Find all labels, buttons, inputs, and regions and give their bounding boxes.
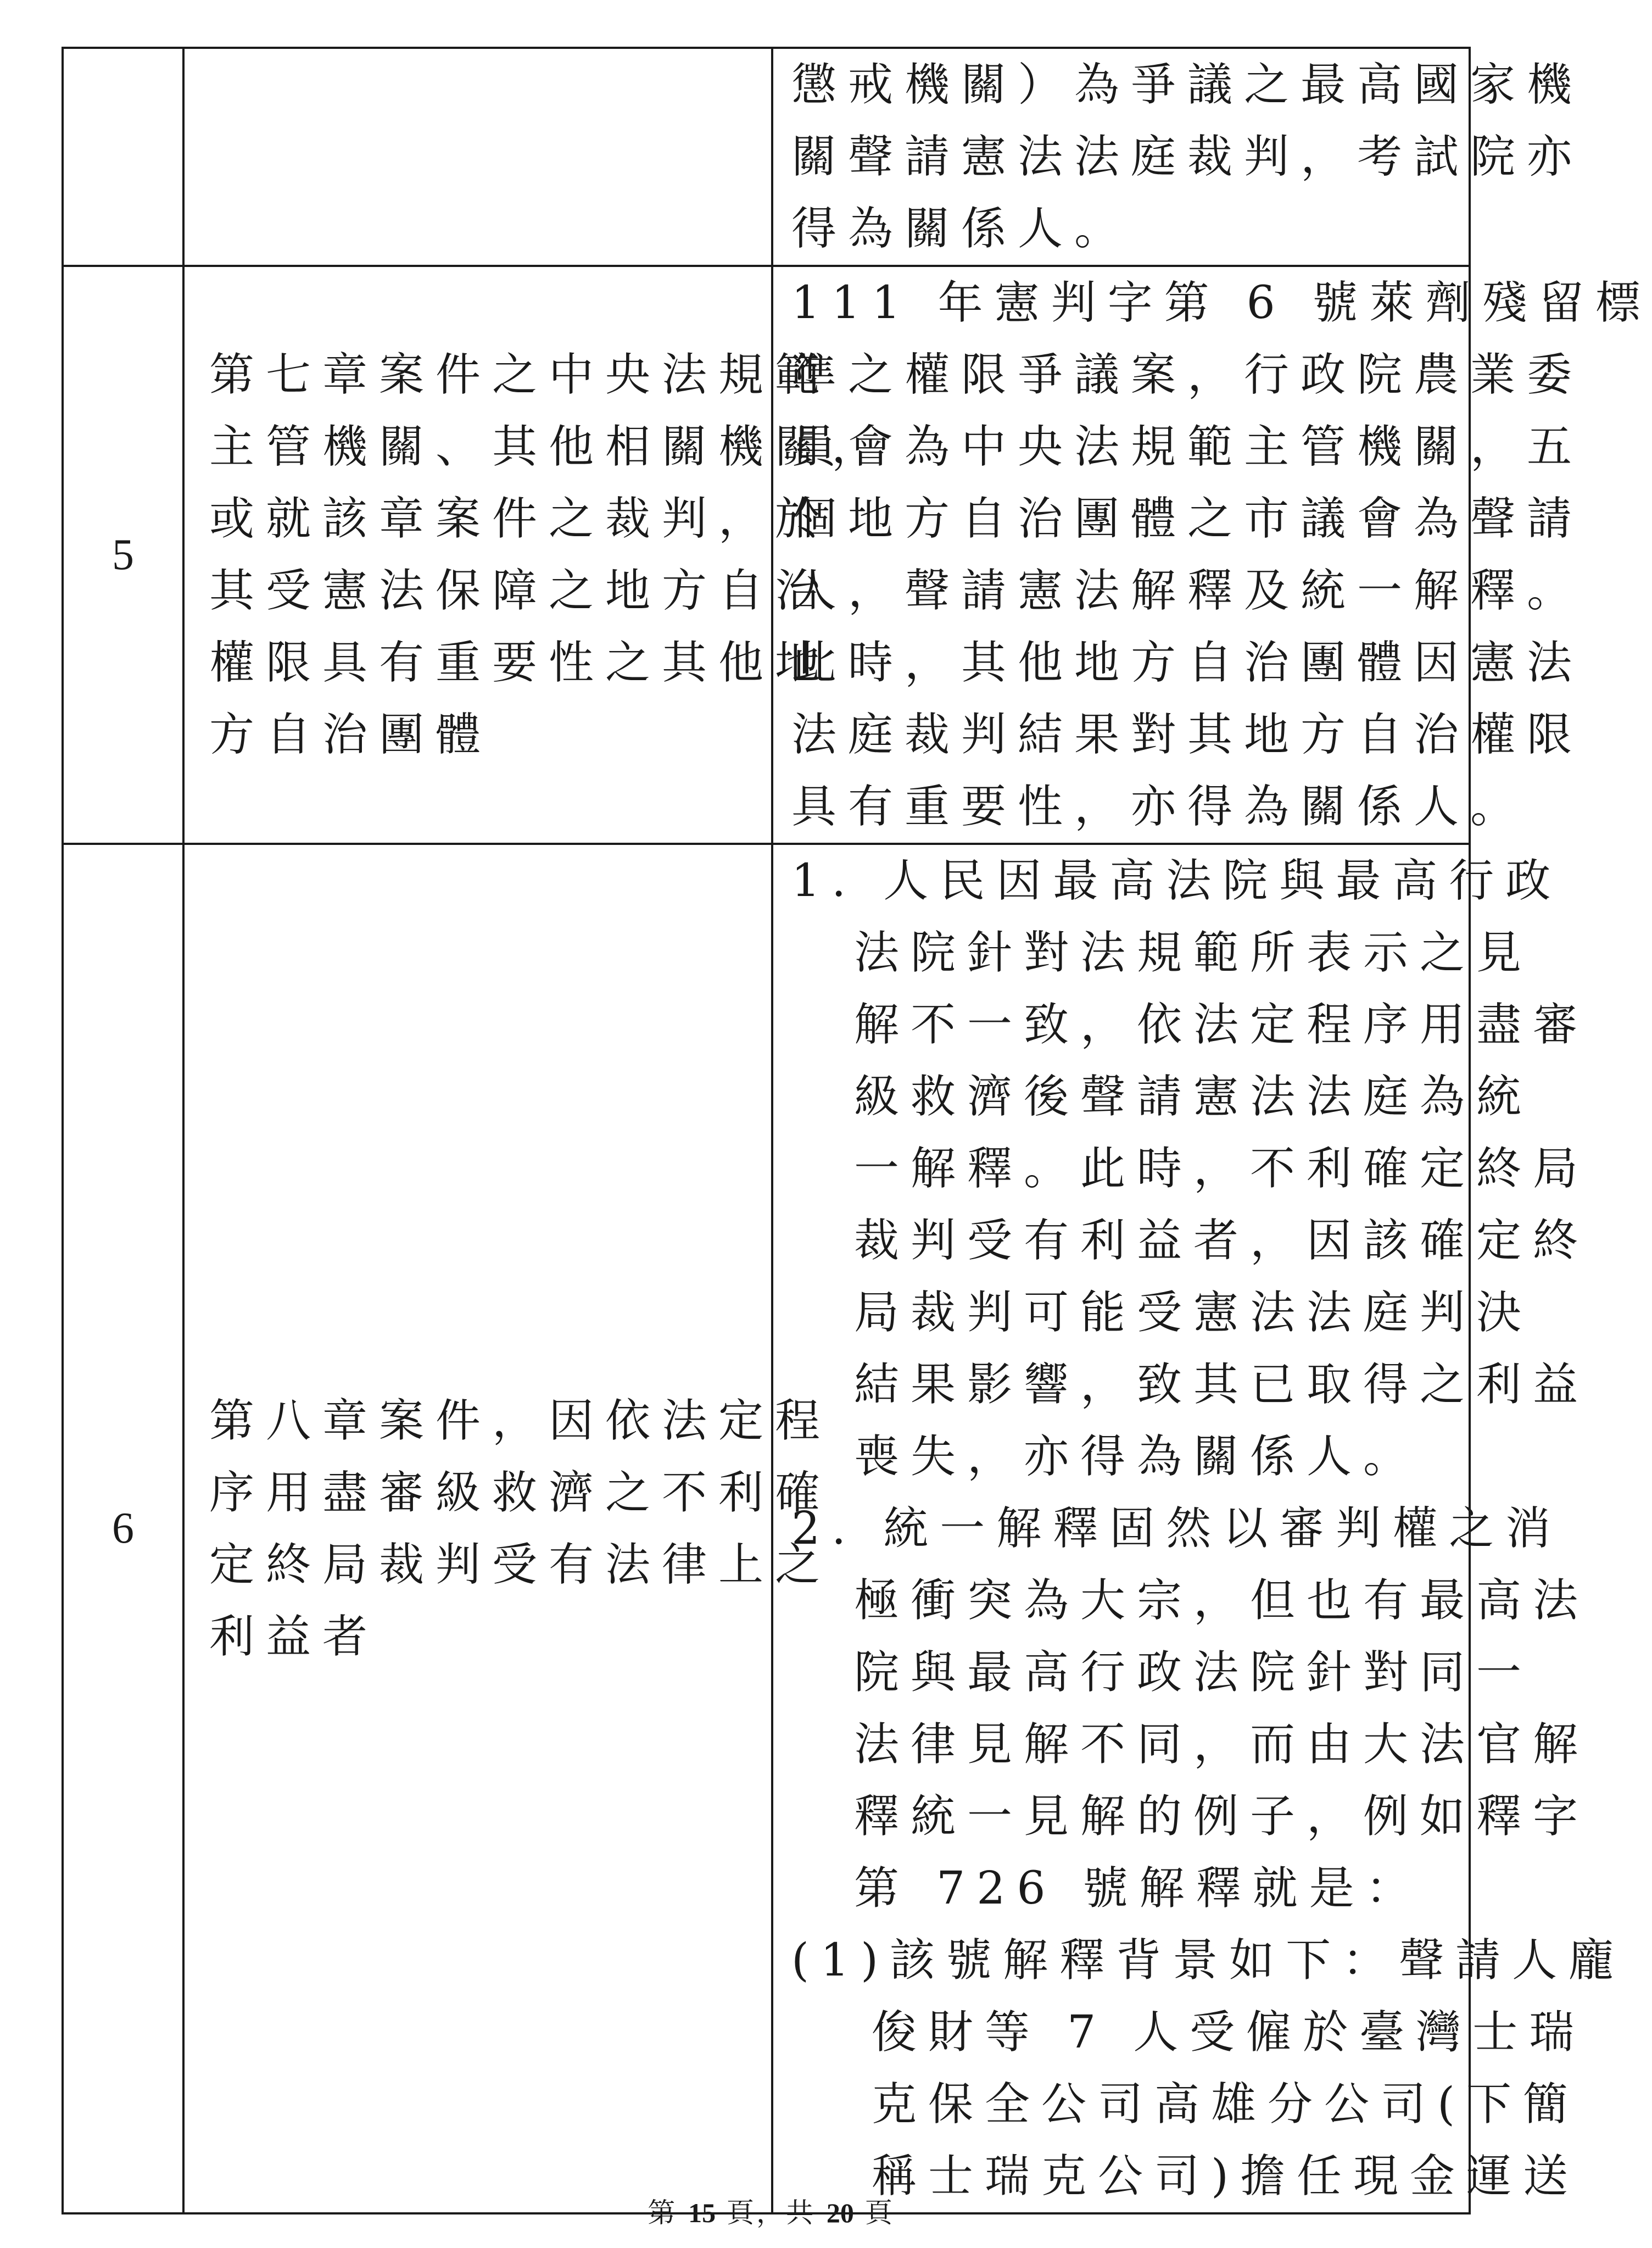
example-cell [772,48,1584,266]
subject-line: 主管機關、其他相關機關， [209,421,889,473]
example-line: 個地方自治團體之市議會為聲請 [791,493,1584,545]
table-row [63,48,1470,266]
example-line: 解不一致，依法定程序用盡審 [854,999,1590,1051]
footer-prefix: 第 [648,2197,678,2229]
example-line: 釋統一見解的例子，例如釋字 [854,1790,1590,1843]
row-number-cell: 6 [63,844,183,2213]
example-line: 員會為中央法規範主管機關，五 [791,421,1584,473]
example-line: (1)該號解釋背景如下：聲請人龐 [791,1934,1626,1987]
subject-line: 序用盡審級救濟之不利確 [209,1466,832,1519]
example-line: 喪失，亦得為關係人。 [854,1431,1420,1483]
example-cell [772,266,1652,844]
footer-middle: 頁，共 [727,2197,816,2229]
example-cell [772,844,1626,2213]
row-number-cell [63,48,183,266]
subject-line: 權限具有重要性之其他地 [209,637,832,689]
example-line: 人，聲請憲法解釋及統一解釋。 [791,565,1584,617]
example-line: 得為關係人。 [791,203,1131,255]
table-row [63,266,1470,844]
example-line: 結果影響，致其已取得之利益 [854,1359,1590,1411]
example-line: 裁判受有利益者，因該確定終 [854,1215,1590,1267]
subject-line: 定終局裁判受有法律上之 [209,1538,832,1591]
footer-page-number: 15 [688,2197,716,2228]
example-line: 懲戒機關）為爭議之最高國家機 [791,59,1584,111]
row-number-cell: 5 [63,266,183,844]
example-line: 一解釋。此時，不利確定終局 [854,1143,1590,1195]
example-line: 俊財等 7 人受僱於臺灣士瑞 [872,2006,1586,2058]
subject-cell [183,266,889,844]
table-row [63,844,1470,2213]
footer-suffix: 頁 [864,2197,895,2229]
page-footer [0,2191,1542,2230]
example-line: 2. 統一解釋固然以審判權之消 [791,1503,1562,1555]
footer-total-pages: 20 [826,2197,854,2228]
example-line: 法律見解不同，而由大法官解 [854,1718,1590,1771]
subject-cell [183,48,772,266]
example-line: 111 年憲判字第 6 號萊劑殘留標 [791,277,1652,329]
subject-line: 方自治團體 [209,709,493,761]
example-line: 稱士瑞克公司)擔任現金運送 [872,2150,1580,2202]
subject-line: 第八章案件，因依法定程 [209,1394,832,1447]
example-line: 準之權限爭議案，行政院農業委 [791,349,1584,401]
example-line: 具有重要性，亦得為關係人。 [791,781,1527,833]
example-line: 第 726 號解釋就是： [854,1862,1422,1915]
subject-line: 其受憲法保障之地方自治 [209,565,832,617]
example-line: 此時，其他地方自治團體因憲法 [791,637,1584,689]
example-line: 法院針對法規範所表示之見 [854,927,1533,979]
example-line: 克保全公司高雄分公司(下簡 [872,2078,1580,2130]
example-line: 級救濟後聲請憲法法庭為統 [854,1071,1533,1123]
subject-line: 第七章案件之中央法規範 [209,349,832,401]
example-line: 局裁判可能受憲法法庭判決 [854,1287,1533,1339]
example-line: 院與最高行政法院針對同一 [854,1646,1533,1699]
document-table [62,47,1652,2214]
subject-line: 利益者 [209,1610,379,1663]
example-line: 極衝突為大宗，但也有最高法 [854,1574,1590,1627]
subject-line: 或就該章案件之裁判，於 [209,493,832,545]
example-line: 1. 人民因最高法院與最高行政 [791,855,1562,907]
example-line: 關聲請憲法法庭裁判，考試院亦 [791,131,1584,183]
example-line: 法庭裁判結果對其地方自治權限 [791,709,1584,761]
